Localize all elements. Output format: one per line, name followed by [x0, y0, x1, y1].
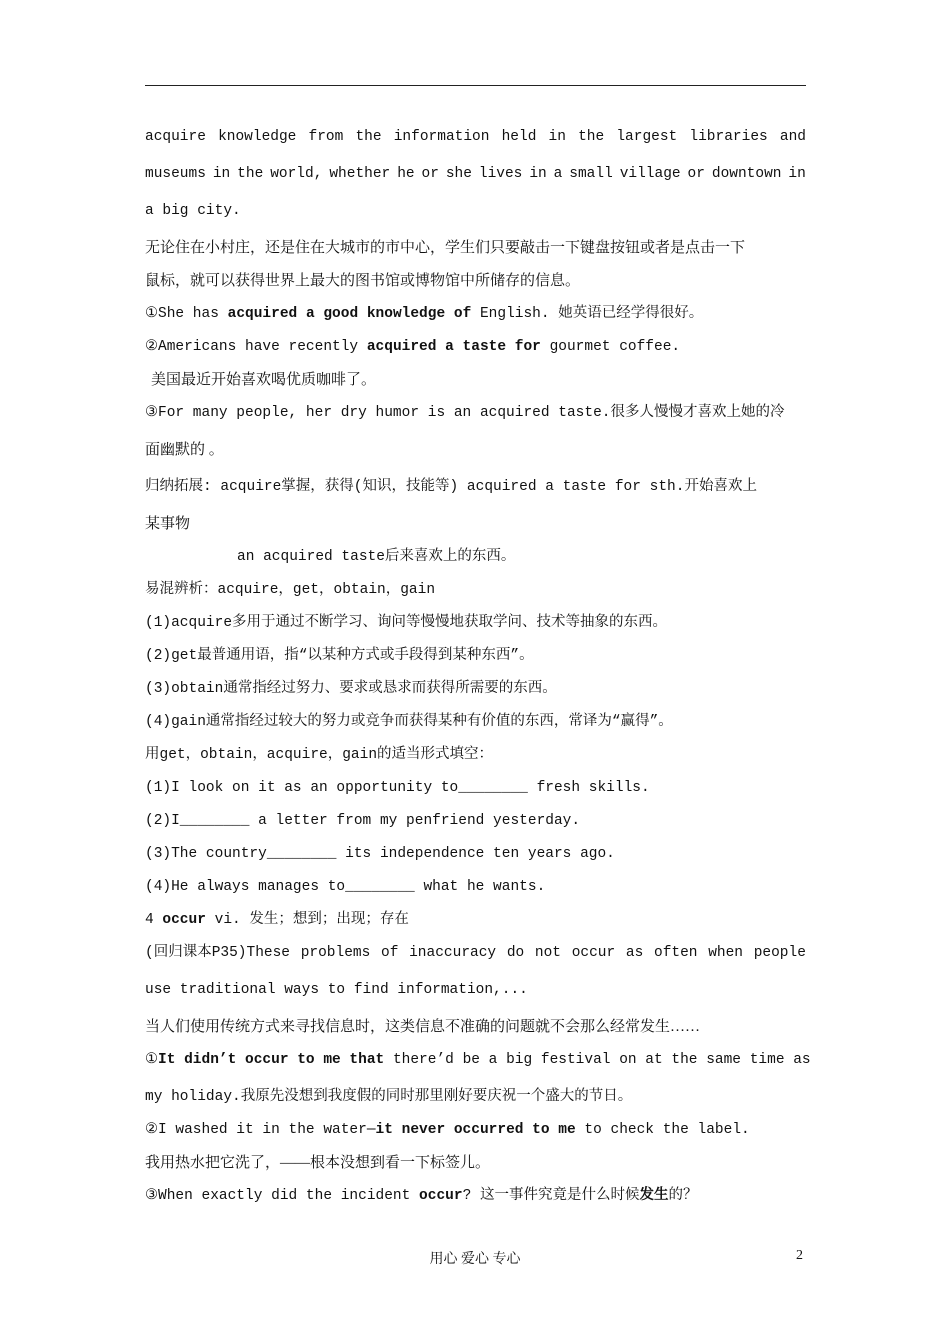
- list-item: [145, 711, 806, 744]
- list-item: [145, 612, 806, 645]
- text-segment: ? 这一事件究竟是什么时候: [462, 1188, 640, 1204]
- exercise-item: [145, 876, 806, 909]
- word: do: [506, 945, 525, 961]
- text-segment: 无论住在小村庄，还是住在大城市的市中心，学生们只要敲击一下键盘按钮或者是点击一下: [145, 240, 746, 256]
- word: downtown: [711, 166, 782, 182]
- bold-phrase: it never occurred to me: [375, 1122, 576, 1138]
- text-line: [145, 439, 806, 476]
- text-segment: 美国最近开始喜欢喝优质咖啡了。: [151, 372, 377, 388]
- text-line: [145, 163, 806, 200]
- text-segment: (4)He always manages to________ what he wants.: [145, 879, 546, 895]
- word: village: [619, 166, 681, 182]
- word: he: [397, 166, 415, 182]
- text-segment: 某事物: [145, 516, 191, 532]
- bold-phrase: It didn’t occur to me that: [158, 1052, 385, 1068]
- example-line: [145, 336, 806, 369]
- summary-line: [145, 476, 806, 513]
- word: occur: [571, 945, 616, 961]
- word: in: [212, 166, 231, 182]
- text-segment: an acquired taste后来喜欢上的东西。: [237, 549, 516, 565]
- text-segment: 归纳拓展: acquire掌握，获得(知识，技能等) acquired a taste for sth.开始喜欢上: [145, 479, 757, 495]
- exercise-item: [145, 777, 806, 810]
- text-segment: ③When exactly did the incident: [145, 1188, 420, 1204]
- word: often: [654, 945, 698, 961]
- word: (回归课本P35)These: [145, 945, 291, 961]
- text-segment: (2)I________ a letter from my penfriend yesterday.: [145, 813, 581, 829]
- list-item: [145, 678, 806, 711]
- section-heading: [145, 909, 806, 942]
- word: people: [753, 945, 806, 961]
- heading-line: [145, 579, 806, 612]
- word: not: [534, 945, 562, 961]
- text-segment: a big city.: [145, 203, 241, 219]
- word: from: [308, 129, 344, 145]
- text-segment: 4: [145, 912, 163, 928]
- bold-phrase: acquired a taste for: [366, 339, 541, 355]
- text-segment: 的？: [668, 1188, 698, 1204]
- text-segment: ①: [145, 1052, 158, 1068]
- text-line: [145, 979, 806, 1016]
- text-segment: vi. 发生；想到；出现；存在: [205, 912, 409, 928]
- example-line: [145, 1086, 806, 1119]
- text-segment: to check the label.: [575, 1122, 750, 1138]
- word: when: [708, 945, 744, 961]
- word: she: [445, 166, 472, 182]
- word: information: [393, 129, 490, 145]
- bold-phrase: acquired a good knowledge of: [227, 306, 472, 322]
- text-segment: ②Americans have recently: [145, 339, 367, 355]
- example-line: [145, 1185, 806, 1218]
- word: a: [553, 166, 563, 182]
- text-line: [145, 237, 806, 270]
- text-segment: 我用热水把它洗了，——根本没想到看一下标签儿。: [145, 1155, 491, 1171]
- text-segment: 易混辨析：acquire，get，obtain，gain: [145, 582, 436, 598]
- word: problems: [300, 945, 371, 961]
- word: museums: [145, 166, 206, 182]
- text-line: [145, 942, 806, 979]
- exercise-item: [145, 810, 806, 843]
- example-line: [145, 1049, 811, 1086]
- word: whether: [329, 166, 391, 182]
- word: as: [625, 945, 644, 961]
- text-line: [145, 513, 806, 546]
- list-item: [145, 645, 806, 678]
- word: the: [237, 166, 264, 182]
- word: world,: [270, 166, 323, 182]
- bold-phrase: 发生: [639, 1188, 669, 1204]
- word: small: [569, 166, 613, 182]
- word: or: [687, 166, 705, 182]
- word: libraries: [689, 129, 768, 145]
- word: knowledge: [218, 129, 297, 145]
- translation-line: [145, 1152, 806, 1185]
- text-segment: (1)I look on it as an opportunity to________ fresh skills.: [145, 780, 650, 796]
- text-segment: (3)obtain通常指经过努力、要求或恳求而获得所需要的东西。: [145, 681, 557, 697]
- text-segment: there’d be a big festival on at the same time as: [384, 1052, 811, 1068]
- example-line: [145, 303, 806, 336]
- text-segment: (3)The country________ its independence ten years ago.: [145, 846, 615, 862]
- text-segment: 用get，obtain，acquire，gain的适当形式填空：: [145, 747, 494, 763]
- text-line: [145, 270, 806, 303]
- word: in: [529, 166, 547, 182]
- text-segment: my holiday.我原先没想到我度假的同时那里刚好要庆祝一个盛大的节日。: [145, 1089, 633, 1105]
- exercise-heading: [145, 744, 806, 777]
- word: the: [578, 129, 605, 145]
- word: inaccuracy: [409, 945, 497, 961]
- bold-phrase: occur: [419, 1188, 463, 1204]
- page-number: 2: [796, 1248, 803, 1263]
- text-line: [145, 200, 806, 237]
- text-segment: gourmet coffee.: [540, 339, 681, 355]
- summary-line: [145, 546, 806, 579]
- text-segment: (1)acquire多用于通过不断学习、询问等慢慢地获取学问、技术等抽象的东西。: [145, 615, 668, 631]
- text-segment: 当人们使用传统方式来寻找信息时，这类信息不准确的问题就不会那么经常发生……: [145, 1019, 701, 1035]
- translation-line: [145, 369, 806, 402]
- text-segment: 面幽默的 。: [145, 442, 224, 458]
- exercise-item: [145, 843, 806, 876]
- word: lives: [478, 166, 523, 182]
- word: of: [381, 945, 399, 961]
- word: held: [501, 129, 537, 145]
- text-line: [145, 126, 806, 163]
- text-segment: (4)gain通常指经过较大的努力或竞争而获得某种有价值的东西，常译为“赢得”。: [145, 714, 673, 730]
- word: or: [421, 166, 439, 182]
- word: acquire: [145, 129, 206, 145]
- translation-line: [145, 1016, 806, 1049]
- header-rule: [145, 85, 806, 86]
- word: in: [788, 166, 806, 182]
- text-segment: ②I washed it in the water—: [145, 1122, 376, 1138]
- page-body: [145, 126, 811, 1218]
- word: and: [779, 129, 806, 145]
- example-line: [145, 402, 806, 439]
- footer-motto: 用心 爱心 专心: [429, 1252, 521, 1267]
- bold-phrase: occur: [162, 912, 206, 928]
- text-segment: English. 她英语已经学得很好。: [471, 306, 704, 322]
- example-line: [145, 1119, 806, 1152]
- text-segment: ③For many people, her dry humor is an acquired taste.很多人慢慢才喜欢上她的冷: [145, 405, 785, 421]
- word: in: [548, 129, 566, 145]
- text-segment: (2)get最普通用语，指“以某种方式或手段得到某种东西”。: [145, 648, 534, 664]
- word: largest: [616, 129, 678, 145]
- text-segment: ①She has: [145, 306, 228, 322]
- text-segment: 鼠标，就可以获得世界上最大的图书馆或博物馆中所储存的信息。: [145, 273, 581, 289]
- word: the: [355, 129, 382, 145]
- text-segment: use traditional ways to find information,...: [145, 982, 528, 998]
